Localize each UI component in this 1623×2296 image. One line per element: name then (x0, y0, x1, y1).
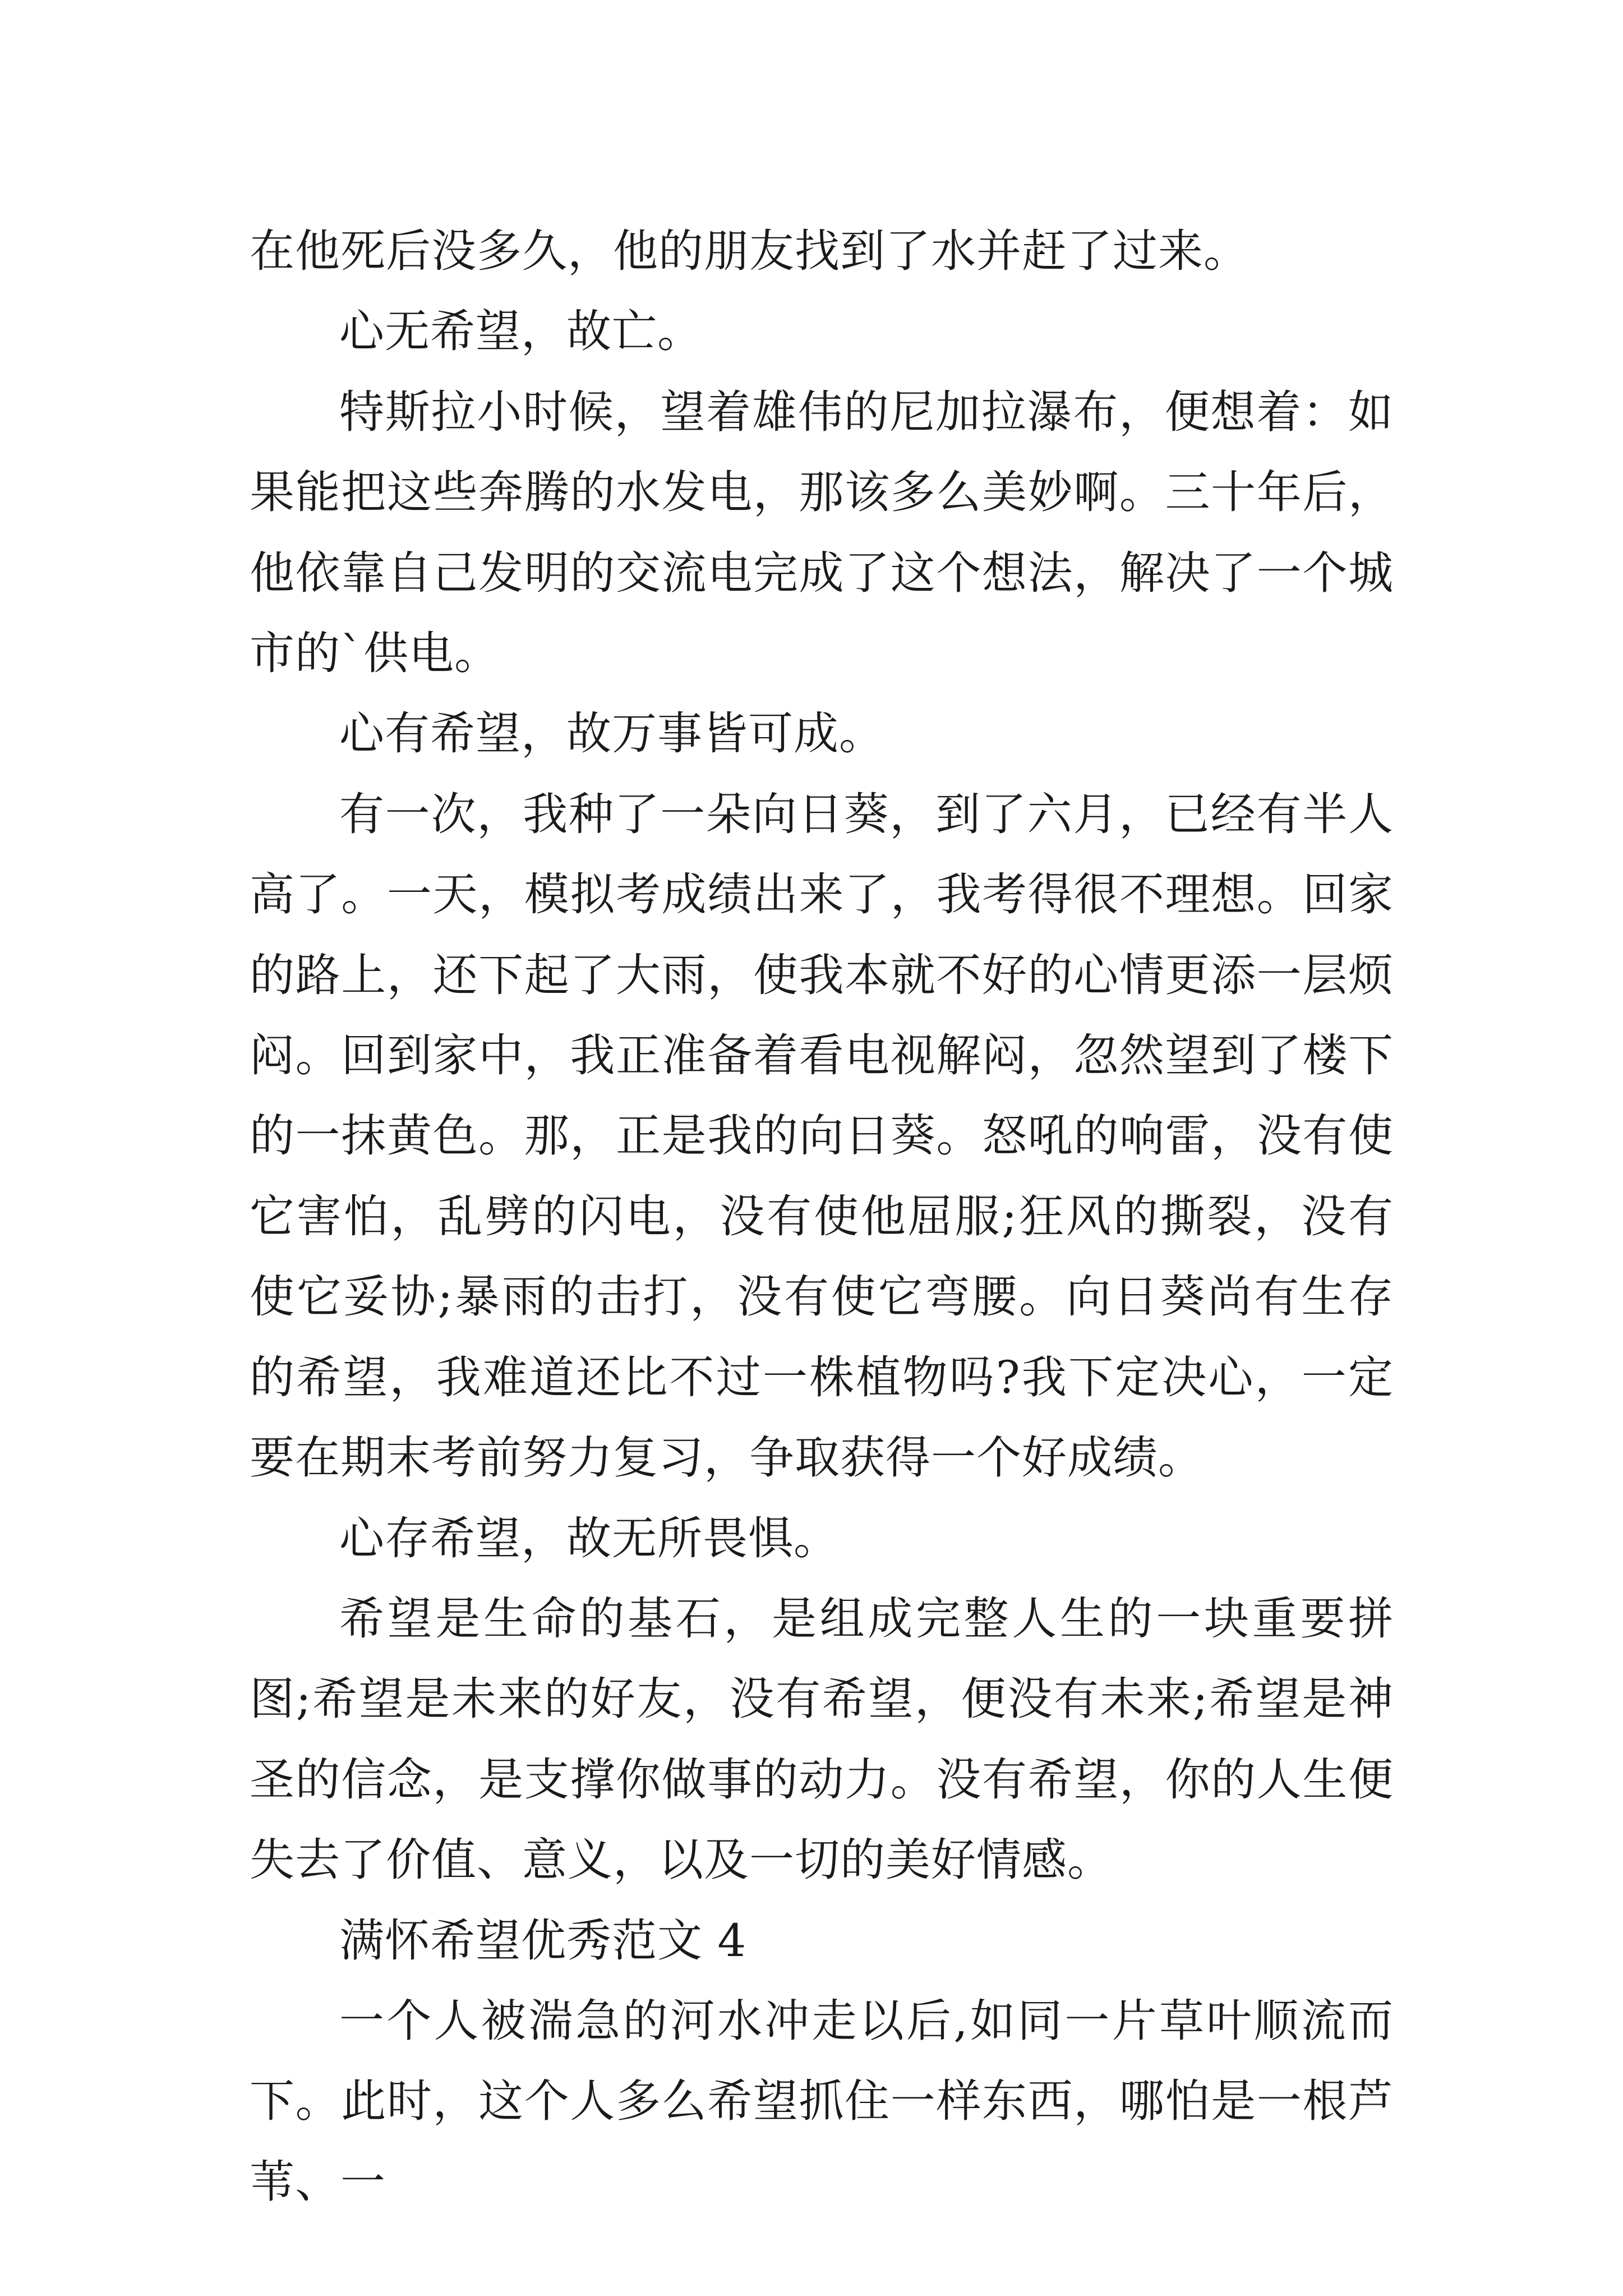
paragraph-hope-cornerstone: 希望是生命的基石，是组成完整人生的一块重要拼图;希望是未来的好友，没有希望，便没有未来;希望是神圣的信念，是支撑你做事的动力。没有希望，你的人生便失去了价值、意义，以及一切的美好情感。 (250, 1592, 1394, 1887)
paragraph-sunflower: 有一次，我种了一朵向日葵，到了六月，已经有半人高了。一天，模拟考成绩出来了，我考得很不理想。回家的路上，还下起了大雨，使我本就不好的心情更添一层烦闷。回到家中，我正准备着看电视解闷，忽然望到了楼下的一抹黄色。那，正是我的向日葵。怒吼的响雷，没有使它害怕，乱劈的闪电，没有使他屈服;狂风的撕裂，没有使它妥协;暴雨的击打，没有使它弯腰。向日葵尚有生存的希望，我难道还比不过一株植物吗?我下定决心，一定要在期末考前努力复习，争取获得一个好成绩。 (250, 788, 1394, 1484)
paragraph-no-hope: 心无希望，故亡。 (339, 305, 703, 358)
paragraph-continuation: 在他死后没多久，他的朋友找到了水并赶了过来。 (250, 225, 1249, 277)
paragraph-have-hope: 心有希望，故万事皆可成。 (339, 707, 884, 760)
paragraph-tesla: 特斯拉小时候，望着雄伟的尼加拉瀑布，便想着：如果能把这些奔腾的水发电，那该多么美妙啊。三十年后，他依靠自己发明的交流电完成了这个想法，解决了一个城市的`供电。 (250, 385, 1394, 680)
paragraph-fearless: 心存希望，故无所畏惧。 (339, 1512, 839, 1565)
text-column (250, 211, 1394, 2222)
paragraph-river: 一个人被湍急的河水冲走以后,如同一片草叶顺流而下。此时，这个人多么希望抓住一样东西，哪怕是一根芦苇、一 (250, 1994, 1394, 2208)
section-heading: 满怀希望优秀范文 4 (339, 1914, 747, 1967)
